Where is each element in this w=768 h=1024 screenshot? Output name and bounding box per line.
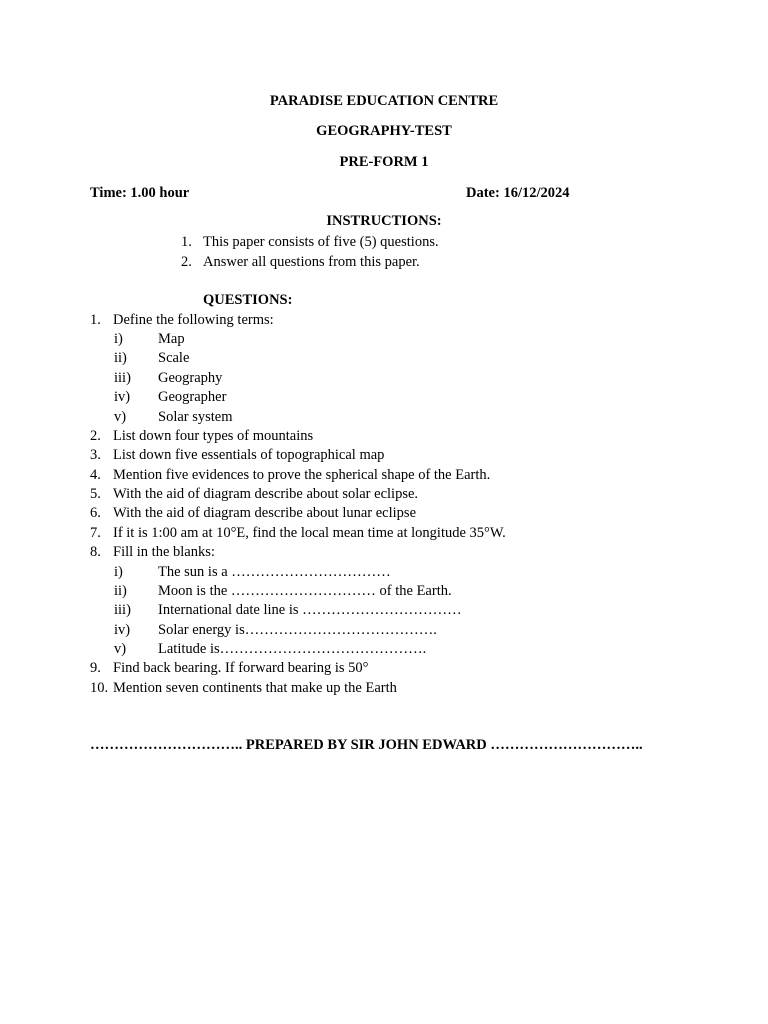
sub-item-number: iii) bbox=[114, 370, 131, 386]
sub-item-number: iv) bbox=[114, 389, 131, 405]
sub-item-text: Geography bbox=[158, 370, 223, 386]
question-number: 3. bbox=[90, 447, 101, 463]
question-item bbox=[90, 466, 490, 485]
question-text: If it is 1:00 am at 10°E, find the local mean time at longitude 35°W. bbox=[113, 525, 506, 541]
time-label: Time: 1.00 hour bbox=[90, 185, 190, 201]
sub-item bbox=[114, 369, 514, 388]
sub-item bbox=[114, 582, 564, 601]
instruction-number: 1. bbox=[181, 234, 192, 250]
question-item bbox=[90, 543, 215, 562]
sub-item-text: Latitude is……………………………………. bbox=[158, 641, 427, 657]
question-text: With the aid of diagram describe about lunar eclipse bbox=[113, 505, 416, 521]
question-item bbox=[90, 427, 313, 446]
sub-item-text: Scale bbox=[158, 350, 190, 366]
sub-item-number: v) bbox=[114, 409, 127, 425]
sub-item bbox=[114, 640, 564, 659]
question-text: Fill in the blanks: bbox=[113, 544, 215, 560]
sub-item bbox=[114, 563, 564, 582]
sub-item-number: ii) bbox=[114, 583, 127, 599]
sub-item-text: Geographer bbox=[158, 389, 227, 405]
question-item bbox=[90, 679, 397, 698]
question-text: Mention five evidences to prove the spherical shape of the Earth. bbox=[113, 467, 491, 483]
sub-item bbox=[114, 408, 514, 427]
question-number: 4. bbox=[90, 467, 101, 483]
sub-item-text: Solar system bbox=[158, 409, 233, 425]
sub-item-number: iii) bbox=[114, 602, 131, 618]
sub-item bbox=[114, 330, 514, 349]
question-text: Mention seven continents that make up the Earth bbox=[113, 680, 397, 696]
sub-item bbox=[114, 349, 514, 368]
question-item bbox=[90, 485, 418, 504]
sub-item-text: Moon is the ………………………… of the Earth. bbox=[158, 583, 452, 599]
date-label: Date: 16/12/2024 bbox=[466, 185, 570, 201]
question-number: 9. bbox=[90, 660, 101, 676]
questions-heading: QUESTIONS: bbox=[203, 292, 293, 308]
instruction-number: 2. bbox=[181, 254, 192, 270]
sub-item bbox=[114, 621, 564, 640]
instructions-heading: INSTRUCTIONS: bbox=[326, 213, 442, 229]
question-text: Define the following terms: bbox=[113, 312, 274, 328]
question-item bbox=[90, 446, 384, 465]
question-text: List down four types of mountains bbox=[113, 428, 314, 444]
sub-item-number: iv) bbox=[114, 622, 131, 638]
question-number: 7. bbox=[90, 525, 101, 541]
question-number: 5. bbox=[90, 486, 101, 502]
prepared-by-footer: ………………………….. PREPARED BY SIR JOHN EDWARD ………………………….. bbox=[90, 737, 643, 753]
instruction-item bbox=[181, 253, 420, 272]
question-item bbox=[90, 524, 506, 543]
sub-item-number: i) bbox=[114, 564, 123, 580]
sub-item-text: The sun is a …………………………… bbox=[158, 564, 391, 580]
question-number: 10. bbox=[90, 680, 109, 696]
subject-title: GEOGRAPHY-TEST bbox=[316, 123, 452, 139]
instruction-text: Answer all questions from this paper. bbox=[203, 254, 420, 270]
sub-item bbox=[114, 601, 564, 620]
question-number: 1. bbox=[90, 312, 101, 328]
sub-item-number: i) bbox=[114, 331, 123, 347]
instruction-item bbox=[181, 233, 439, 252]
sub-item bbox=[114, 388, 514, 407]
question-text: With the aid of diagram describe about solar eclipse. bbox=[113, 486, 419, 502]
question-number: 8. bbox=[90, 544, 101, 560]
question-number: 2. bbox=[90, 428, 101, 444]
sub-item-number: ii) bbox=[114, 350, 127, 366]
question-item bbox=[90, 659, 368, 678]
instruction-text: This paper consists of five (5) questions. bbox=[203, 234, 439, 250]
sub-item-text: Map bbox=[158, 331, 185, 347]
question-item bbox=[90, 504, 416, 523]
sub-item-number: v) bbox=[114, 641, 127, 657]
question-number: 6. bbox=[90, 505, 101, 521]
sub-item-text: Solar energy is…………………………………. bbox=[158, 622, 437, 638]
sub-item-text: International date line is …………………………… bbox=[158, 602, 462, 618]
question-text: List down five essentials of topographical map bbox=[113, 447, 385, 463]
question-item bbox=[90, 311, 274, 330]
form-title: PRE-FORM 1 bbox=[339, 154, 429, 170]
question-text: Find back bearing. If forward bearing is 50° bbox=[113, 660, 369, 676]
school-title: PARADISE EDUCATION CENTRE bbox=[269, 93, 499, 109]
